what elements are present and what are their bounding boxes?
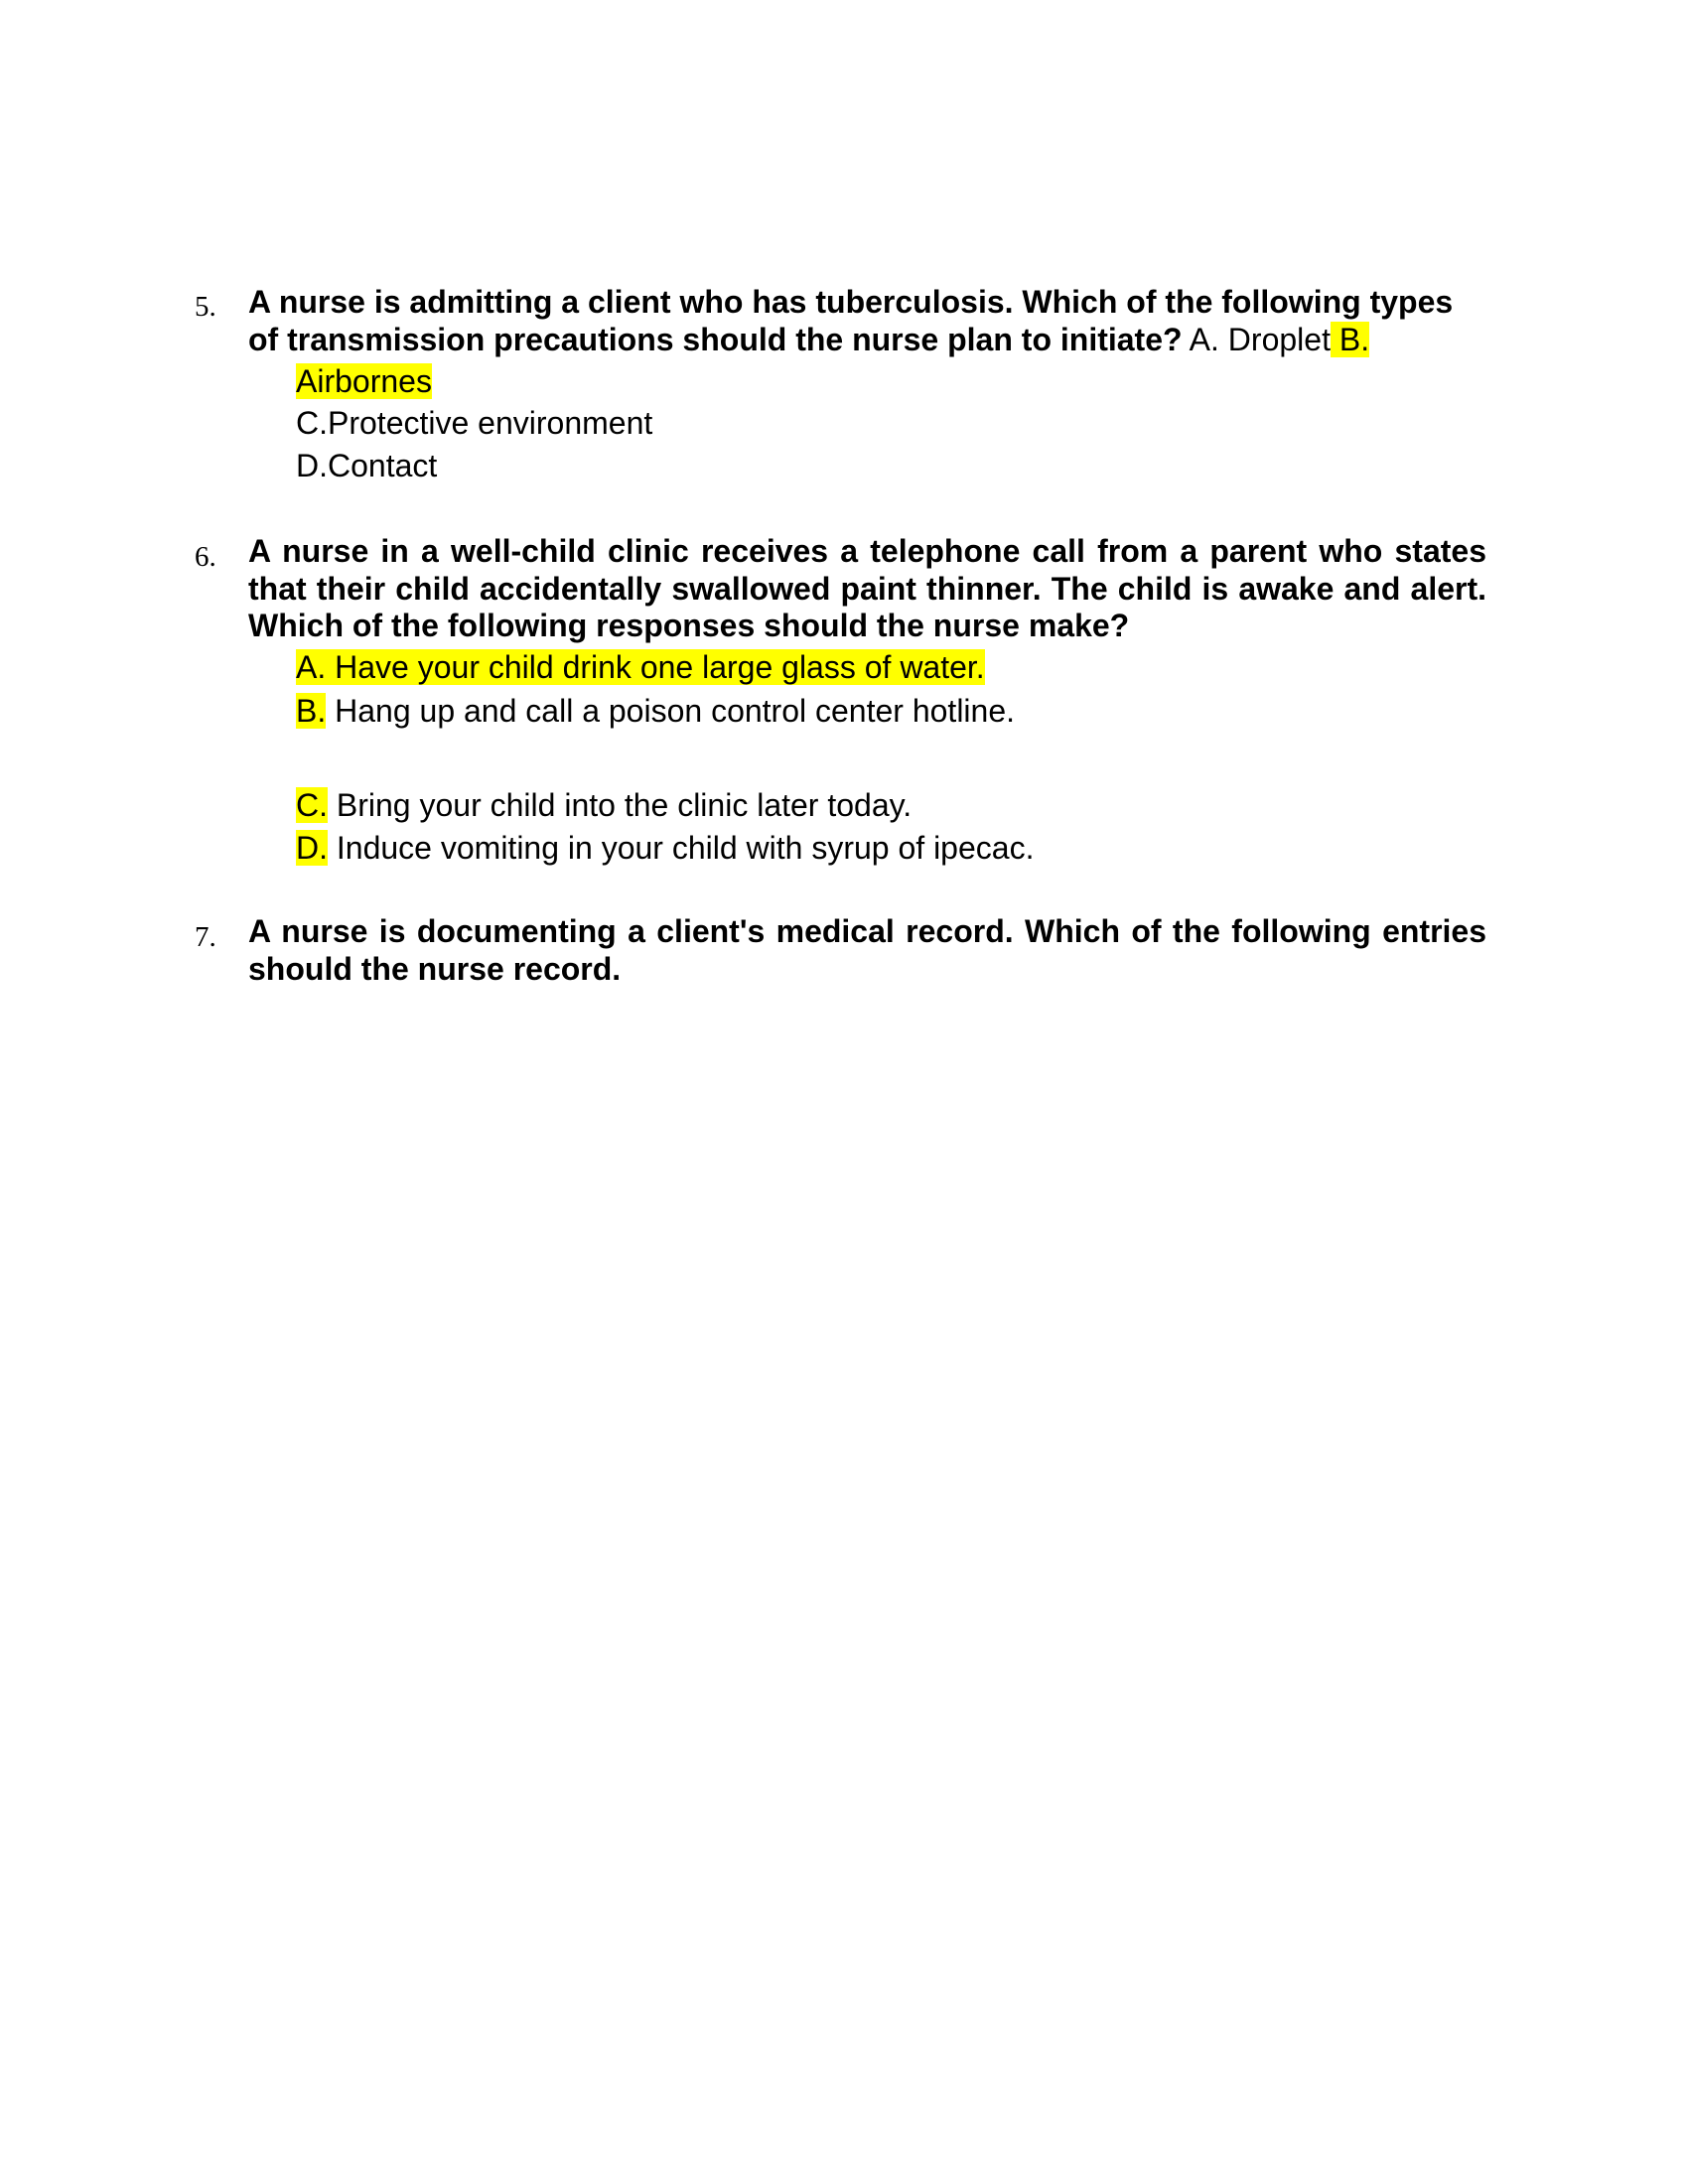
question-6-option-a-label: A. (296, 649, 327, 685)
question-7-stem (248, 913, 1486, 988)
question-6-option-a (296, 647, 985, 687)
question-5-option-b-text: Airbornes (296, 363, 432, 399)
question-5-option-c (296, 403, 652, 443)
question-5-option-c-label: C. (296, 405, 328, 441)
question-5-option-d (296, 446, 437, 485)
question-6-option-d-label: D. (296, 830, 328, 866)
question-6-option-b-text: Hang up and call a poison control center hotline. (326, 693, 1016, 729)
question-6-option-c-label: C. (296, 787, 328, 823)
question-6-option-c (296, 785, 912, 825)
question-5-text: A nurse is admitting a client who has tuberculosis. Which of the following types of transmission precautions should the nurse plan to initiate? (248, 284, 1454, 357)
question-5-option-d-label: D. (296, 448, 328, 483)
question-6-option-c-text: Bring your child into the clinic later today. (328, 787, 913, 823)
question-6-text: A nurse in a well-child clinic receives a telephone call from a parent who states that their child accidentally swallowed paint thinner. The child is awake and alert. Which of the following responses should the nurse make? (248, 533, 1486, 643)
question-6-option-d-text: Induce vomiting in your child with syrup of ipecac. (328, 830, 1035, 866)
question-6-option-b-label: B. (296, 693, 327, 729)
question-5-option-b-label: B. (1330, 321, 1370, 357)
question-6-number: 6. (195, 541, 216, 573)
question-6-option-a-text: A. Have your child drink one large glass of water. (296, 649, 985, 685)
question-5-option-d-text: Contact (328, 448, 438, 483)
question-5-option-a: A. Droplet (1182, 321, 1331, 357)
question-5-number: 5. (195, 291, 216, 323)
question-6-option-b (296, 691, 1015, 731)
question-6-stem (248, 533, 1486, 645)
question-5-option-b (296, 361, 432, 401)
question-7-number: 7. (195, 921, 216, 953)
question-7-text: A nurse is documenting a client's medical record. Which of the following entries should the nurse record. (248, 913, 1486, 987)
question-5-stem (248, 284, 1486, 358)
question-5-option-c-text: Protective environment (328, 405, 653, 441)
question-6-option-d (296, 828, 1034, 868)
